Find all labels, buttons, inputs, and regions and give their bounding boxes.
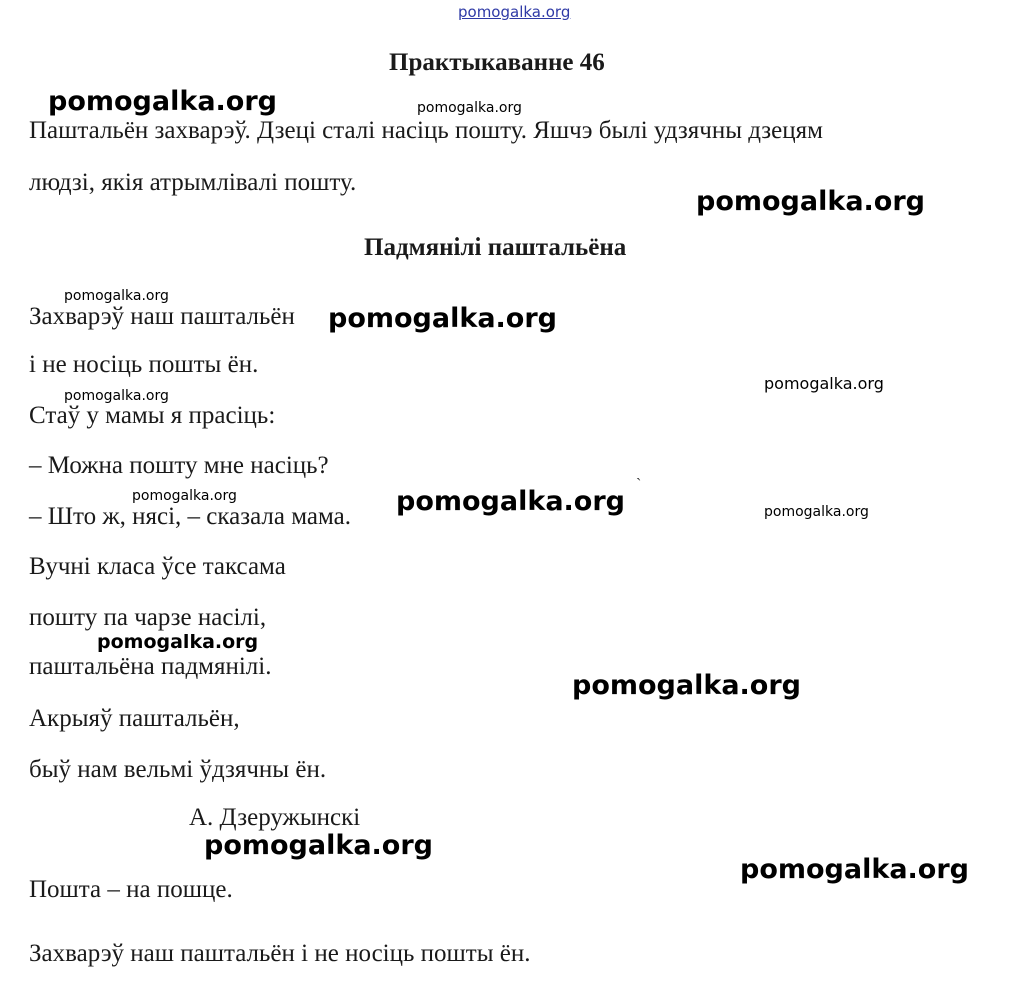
poem-line-8: паштальёна падмянілі. [29, 653, 272, 680]
source-link[interactable]: pomogalka.org [458, 3, 571, 21]
poem-line-6: Вучні класа ўсе таксама [29, 553, 286, 580]
poem-line-7: пошту па чарзе насілі, [29, 604, 267, 631]
watermark: pomogalka.org [696, 186, 925, 217]
watermark: pomogalka.org [764, 504, 869, 520]
watermark: pomogalka.org [48, 86, 277, 117]
watermark: pomogalka.org [64, 288, 169, 304]
watermark: pomogalka.org [572, 670, 801, 701]
answer-line-2: Захварэў наш паштальён і не носіць пошты ён. [29, 940, 531, 967]
poem-author: А. Дзеружынскі [189, 804, 361, 831]
poem-line-4: – Можна пошту мне насіць? [29, 452, 329, 479]
poem-line-3: Стаў у мамы я прасіць: [29, 402, 276, 429]
watermark: pomogalka.org [740, 854, 969, 885]
watermark: pomogalka.org [396, 486, 625, 517]
exercise-title: Практыкаванне 46 [389, 49, 605, 76]
intro-line-2: людзі, якія атрымлівалі пошту. [29, 169, 357, 196]
poem-line-1: Захварэў наш паштальён [29, 303, 295, 330]
watermark: pomogalka.org [64, 388, 169, 404]
watermark: pomogalka.org [417, 100, 522, 116]
answer-line-1: Пошта – на пошце. [29, 876, 233, 903]
poem-title: Падмянілі паштальёна [364, 234, 627, 261]
poem-line-5: – Што ж, нясі, – сказала мама. [29, 503, 351, 530]
poem-line-2: і не носіць пошты ён. [29, 351, 259, 378]
poem-line-10: быў нам вельмі ўдзячны ён. [29, 756, 327, 783]
watermark: pomogalka.org [328, 303, 557, 334]
poem-line-9: Акрыяў паштальён, [29, 705, 240, 732]
watermark: pomogalka.org [132, 488, 237, 504]
intro-line-1: Паштальён захварэў. Дзеці сталі насіць пошту. Яшчэ былі удзячны дзецям [29, 117, 823, 144]
watermark: pomogalka.org [204, 830, 433, 861]
watermark: pomogalka.org [97, 631, 259, 653]
watermark: pomogalka.org [764, 374, 884, 393]
scan-mark: ` [636, 476, 642, 493]
